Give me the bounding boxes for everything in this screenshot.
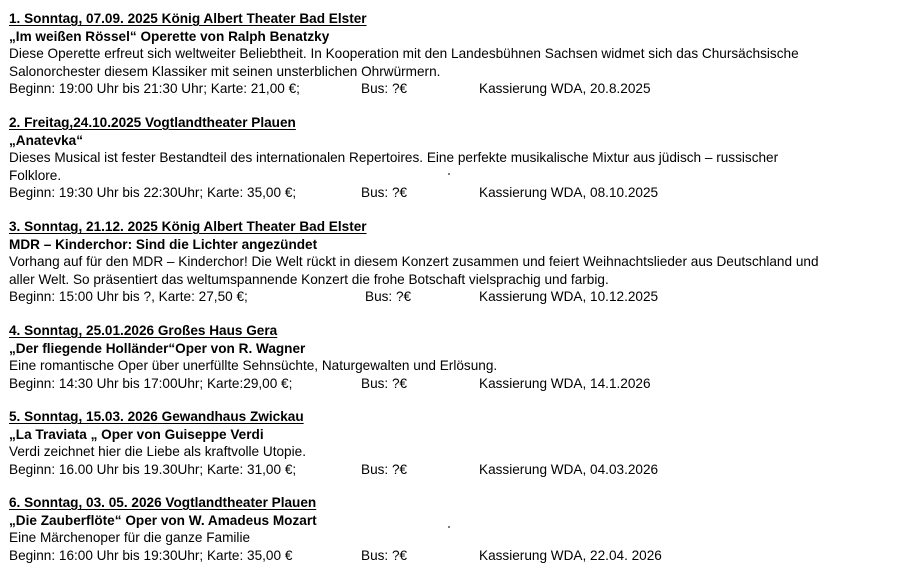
scan-speck xyxy=(448,173,450,175)
event-heading: 5. Sonntag, 15.03. 2026 Gewandhaus Zwickau xyxy=(9,409,304,424)
event-time-price: Beginn: 14:30 Uhr bis 17:00Uhr; Karte:29,00 €; xyxy=(9,375,293,391)
event-bus-price: Bus: ?€ xyxy=(361,547,408,563)
event-description-line: aller Welt. So präsentiert das weltumspannende Konzert die frohe Botschaft vielsprachig und farbig. xyxy=(9,271,609,287)
event-description-line: Salonorchester diesem Klassiker mit seinen unsterblichen Ohrwürmern. xyxy=(9,63,441,79)
event-bus-price: Bus: ?€ xyxy=(361,185,408,200)
event-description-line: Eine romantische Oper über unerfüllte Sehnsüchte, Naturgewalten und Erlösung. xyxy=(9,358,498,373)
event-cashier-date: Kassierung WDA, 20.8.2025 xyxy=(479,81,651,96)
event-block-2 xyxy=(9,114,909,202)
event-block-5 xyxy=(9,408,909,478)
event-description-line: Eine Märchenoper für die ganze Familie xyxy=(9,530,251,545)
event-info-row xyxy=(9,80,909,98)
event-heading: 6. Sonntag, 03. 05. 2026 Vogtlandtheater Plauen xyxy=(9,495,317,510)
event-cashier-date: Kassierung WDA, 08.10.2025 xyxy=(479,185,659,200)
event-time-price: Beginn: 19:00 Uhr bis 21:30 Uhr; Karte: 21,00 €; xyxy=(9,81,300,96)
event-time-price: Beginn: 16.00 Uhr bis 19.30Uhr; Karte: 31,00 €; xyxy=(9,461,297,477)
event-title: „Anatevka“ xyxy=(9,132,84,148)
event-title: „Im weißen Rössel“ Operette von Ralph Benatzky xyxy=(9,28,330,44)
event-title: „Die Zauberflöte“ Oper von W. Amadeus Mozart xyxy=(9,512,317,528)
event-heading: 3. Sonntag, 21.12. 2025 König Albert Theater Bad Elster xyxy=(9,219,367,234)
event-cashier-date: Kassierung WDA, 14.1.2026 xyxy=(479,375,651,391)
event-description-line: Vorhang auf für den MDR – Kinderchor! Die Welt rückt in diesem Konzert zusammen und feiert Weihnachtslieder aus Deutschland und xyxy=(9,254,819,269)
event-info-row xyxy=(9,288,909,306)
event-cashier-date: Kassierung WDA, 10.12.2025 xyxy=(479,289,659,304)
event-info-row xyxy=(9,184,909,202)
event-time-price: Beginn: 16:00 Uhr bis 19:30Uhr; Karte: 35,00 € xyxy=(9,547,293,563)
event-heading: 2. Freitag,24.10.2025 Vogtlandtheater Plauen xyxy=(9,115,296,130)
event-title: „La Traviata „ Oper von Guiseppe Verdi xyxy=(9,426,264,442)
event-block-4 xyxy=(9,322,909,392)
event-bus-price: Bus: ?€ xyxy=(361,461,408,477)
event-heading: 4. Sonntag, 25.01.2026 Großes Haus Gera xyxy=(9,323,278,338)
event-cashier-date: Kassierung WDA, 04.03.2026 xyxy=(479,461,659,477)
event-description-line: Diese Operette erfreut sich weltweiter Beliebtheit. In Kooperation mit den Landesbühnen Sachsen widmet sich das Chursächsische xyxy=(9,46,799,61)
event-description-line: Verdi zeichnet hier die Liebe als kraftvolle Utopie. xyxy=(9,444,306,459)
event-description-line: Dieses Musical ist fester Bestandteil des internationalen Repertoires. Eine perfekte musikalische Mixtur aus jüdisch – russischer xyxy=(9,150,779,165)
event-block-6 xyxy=(9,494,909,564)
event-title: „Der fliegende Holländer“Oper von R. Wagner xyxy=(9,340,306,356)
event-bus-price: Bus: ?€ xyxy=(365,289,412,304)
event-info-row xyxy=(9,461,909,479)
event-bus-price: Bus: ?€ xyxy=(361,375,408,391)
event-block-3 xyxy=(9,218,909,306)
event-cashier-date: Kassierung WDA, 22.04. 2026 xyxy=(479,547,662,563)
event-description-line: Folklore. xyxy=(9,167,62,183)
event-heading: 1. Sonntag, 07.09. 2025 König Albert Theater Bad Elster xyxy=(9,11,367,26)
event-title: MDR – Kinderchor: Sind die Lichter angezündet xyxy=(9,236,318,252)
event-time-price: Beginn: 19:30 Uhr bis 22:30Uhr; Karte: 35,00 €; xyxy=(9,185,297,200)
scan-speck xyxy=(448,526,450,528)
event-block-1 xyxy=(9,10,909,98)
event-time-price: Beginn: 15:00 Uhr bis ?, Karte: 27,50 €; xyxy=(9,289,248,304)
event-info-row xyxy=(9,375,909,393)
event-bus-price: Bus: ?€ xyxy=(361,81,408,96)
event-info-row xyxy=(9,547,909,565)
